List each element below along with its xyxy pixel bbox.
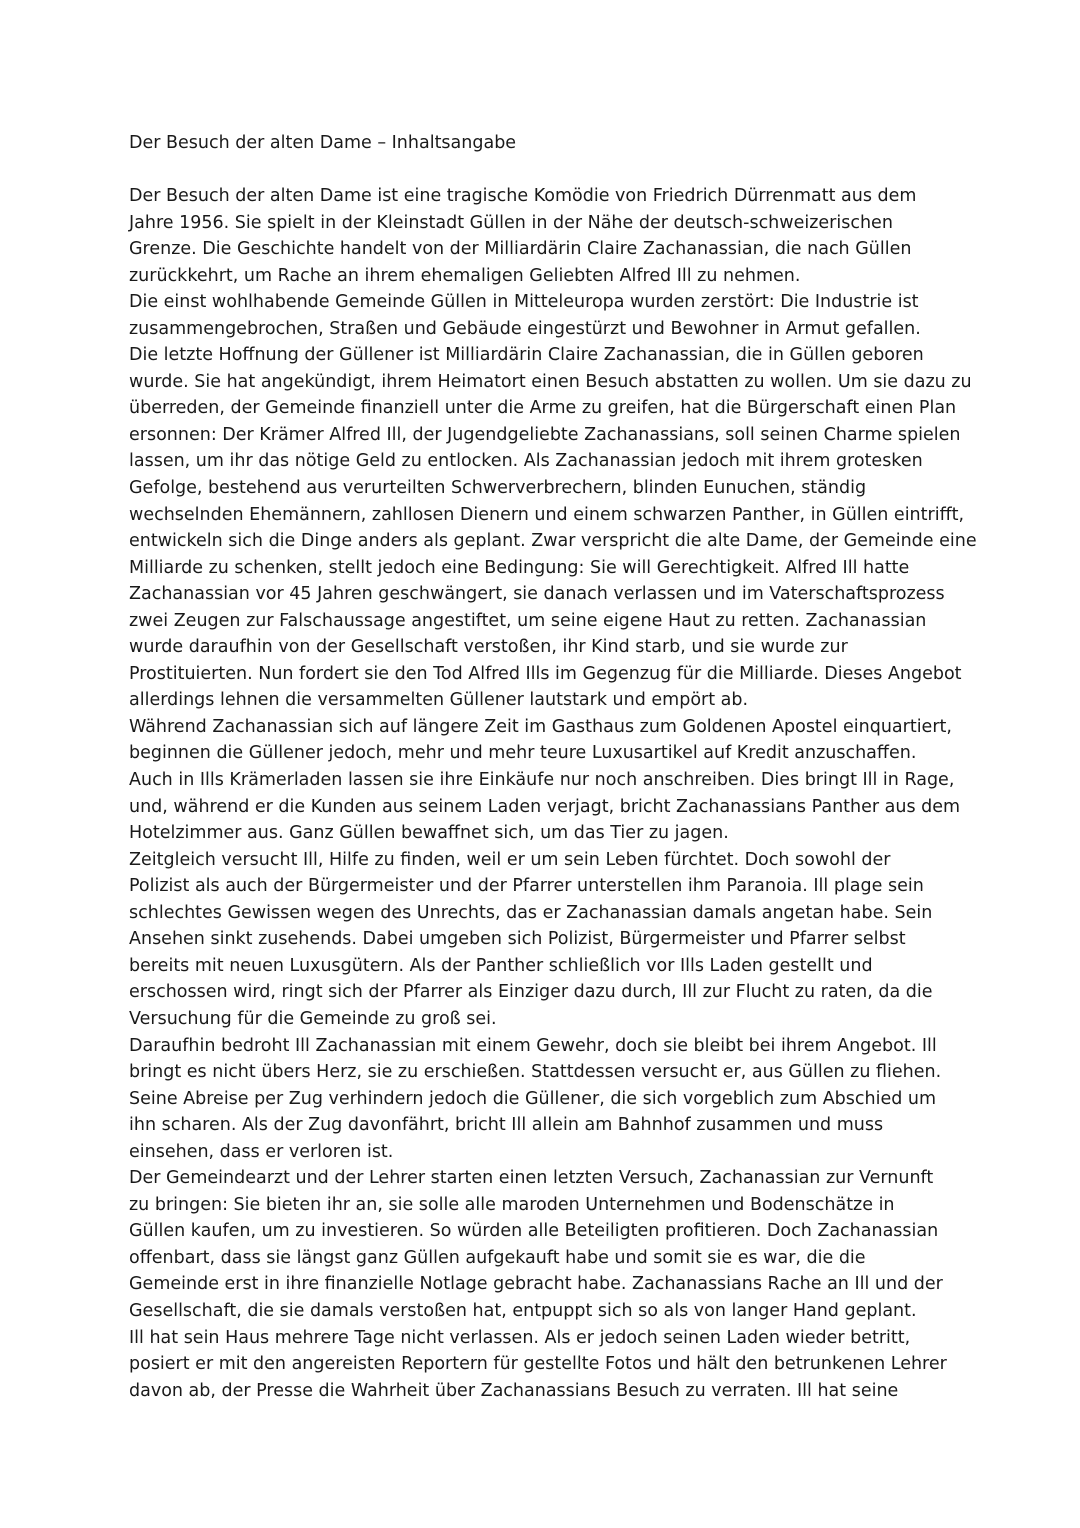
text-line: Seine Abreise per Zug verhindern jedoch die Güllener, die sich vorgeblich zum Abschied um [129, 1088, 937, 1109]
text-line: einsehen, dass er verloren ist. [129, 1141, 394, 1162]
text-line: Ill hat sein Haus mehrere Tage nicht verlassen. Als er jedoch seinen Laden wieder betritt, [129, 1327, 911, 1348]
text-line: entwickeln sich die Dinge anders als geplant. Zwar verspricht die alte Dame, der Gemeinde eine [129, 531, 977, 552]
text-line: Milliarde zu schenken, stellt jedoch eine Bedingung: Sie will Gerechtigkeit. Alfred Ill hatte [129, 557, 910, 578]
text-line: Grenze. Die Geschichte handelt von der Milliardärin Claire Zachanassian, die nach Güllen [129, 239, 912, 260]
text-line: erschossen wird, ringt sich der Pfarrer als Einziger dazu durch, Ill zur Flucht zu raten, da die [129, 982, 933, 1003]
text-line: zurückkehrt, um Rache an ihrem ehemaligen Geliebten Alfred Ill zu nehmen. [129, 265, 801, 286]
text-line: Gefolge, bestehend aus verurteilten Schwerverbrechern, blinden Eunuchen, ständig [129, 478, 867, 499]
text-line: posiert er mit den angereisten Reportern für gestellte Fotos und hält den betrunkenen Lehrer [129, 1354, 947, 1375]
text-line: Hotelzimmer aus. Ganz Güllen bewaffnet sich, um das Tier zu jagen. [129, 823, 729, 844]
text-line: Daraufhin bedroht Ill Zachanassian mit einem Gewehr, doch sie bleibt bei ihrem Angebot. Ill [129, 1035, 937, 1056]
text-line: überreden, der Gemeinde finanziell unter die Arme zu greifen, hat die Bürgerschaft einen Plan [129, 398, 957, 419]
text-line: Polizist als auch der Bürgermeister und der Pfarrer unterstellen ihm Paranoia. Ill plage sein [129, 876, 924, 897]
text-line: Zeitgleich versucht Ill, Hilfe zu finden, weil er um sein Leben fürchtet. Doch sowohl der [129, 849, 891, 870]
text-line: bereits mit neuen Luxusgütern. Als der Panther schließlich vor Ills Laden gestellt und [129, 955, 873, 976]
text-line: allerdings lehnen die versammelten Güllener lautstark und empört ab. [129, 690, 749, 711]
text-line: Gemeinde erst in ihre finanzielle Notlage gebracht habe. Zachanassians Rache an Ill und der [129, 1274, 943, 1295]
text-line: wurde daraufhin von der Gesellschaft verstoßen, ihr Kind starb, und sie wurde zur [129, 637, 848, 658]
document-title: Der Besuch der alten Dame – Inhaltsangabe [129, 133, 517, 153]
text-line: offenbart, dass sie längst ganz Güllen aufgekauft habe und somit sie es war, die die [129, 1247, 866, 1268]
text-line: Güllen kaufen, um zu investieren. So würden alle Beteiligten profitieren. Doch Zachanassian [129, 1221, 939, 1242]
text-line: ihn scharen. Als der Zug davonfährt, bricht Ill allein am Bahnhof zusammen und muss [129, 1115, 884, 1136]
text-line: Die letzte Hoffnung der Güllener ist Milliardärin Claire Zachanassian, die in Güllen geboren [129, 345, 924, 366]
text-line: lassen, um ihr das nötige Geld zu entlocken. Als Zachanassian jedoch mit ihrem grotesken [129, 451, 923, 472]
text-line: ersonnen: Der Krämer Alfred Ill, der Jugendgeliebte Zachanassians, soll seinen Charme spielen [129, 424, 961, 445]
document-body [129, 183, 999, 1404]
text-line: schlechtes Gewissen wegen des Unrechts, das er Zachanassian damals angetan habe. Sein [129, 902, 933, 923]
text-line: wurde. Sie hat angekündigt, ihrem Heimatort einen Besuch abstatten zu wollen. Um sie dazu zu [129, 371, 972, 392]
text-line: bringt es nicht übers Herz, sie zu erschießen. Stattdessen versucht er, aus Güllen zu fliehen. [129, 1062, 942, 1083]
text-line: Während Zachanassian sich auf längere Zeit im Gasthaus zum Goldenen Apostel einquartiert, [129, 716, 952, 737]
text-line: davon ab, der Presse die Wahrheit über Zachanassians Besuch zu verraten. Ill hat seine [129, 1380, 899, 1401]
text-line: und, während er die Kunden aus seinem Laden verjagt, bricht Zachanassians Panther aus dem [129, 796, 961, 817]
text-line: Ansehen sinkt zusehends. Dabei umgeben sich Polizist, Bürgermeister und Pfarrer selbst [129, 929, 906, 950]
text-line: Auch in Ills Krämerladen lassen sie ihre Einkäufe nur noch anschreiben. Dies bringt Ill in Rage, [129, 770, 955, 791]
text-line: Zachanassian vor 45 Jahren geschwängert, sie danach verlassen und im Vaterschaftsprozess [129, 584, 945, 605]
text-line: Der Besuch der alten Dame ist eine tragische Komödie von Friedrich Dürrenmatt aus dem [129, 186, 917, 206]
text-line: beginnen die Güllener jedoch, mehr und mehr teure Luxusartikel auf Kredit anzuschaffen. [129, 743, 917, 764]
text-line: Der Gemeindearzt und der Lehrer starten einen letzten Versuch, Zachanassian zur Vernunft [129, 1168, 934, 1189]
text-line: Versuchung für die Gemeinde zu groß sei. [129, 1008, 497, 1029]
text-line: wechselnden Ehemännern, zahllosen Dienern und einem schwarzen Panther, in Güllen eintrifft, [129, 504, 965, 525]
text-line: zu bringen: Sie bieten ihr an, sie solle alle maroden Unternehmen und Bodenschätze in [129, 1194, 895, 1215]
text-line: Jahre 1956. Sie spielt in der Kleinstadt Güllen in der Nähe der deutsch-schweizerischen [129, 212, 893, 233]
text-line: zusammengebrochen, Straßen und Gebäude eingestürzt und Bewohner in Armut gefallen. [129, 318, 921, 339]
text-line: Die einst wohlhabende Gemeinde Güllen in Mitteleuropa wurden zerstört: Die Industrie ist [129, 292, 919, 313]
text-line: Prostituierten. Nun fordert sie den Tod Alfred Ills im Gegenzug für die Milliarde. Dieses Angebot [129, 663, 962, 684]
text-line: Gesellschaft, die sie damals verstoßen hat, entpuppt sich so als von langer Hand geplant. [129, 1300, 917, 1321]
text-line: zwei Zeugen zur Falschaussage angestiftet, um seine eigene Haut zu retten. Zachanassian [129, 610, 927, 631]
